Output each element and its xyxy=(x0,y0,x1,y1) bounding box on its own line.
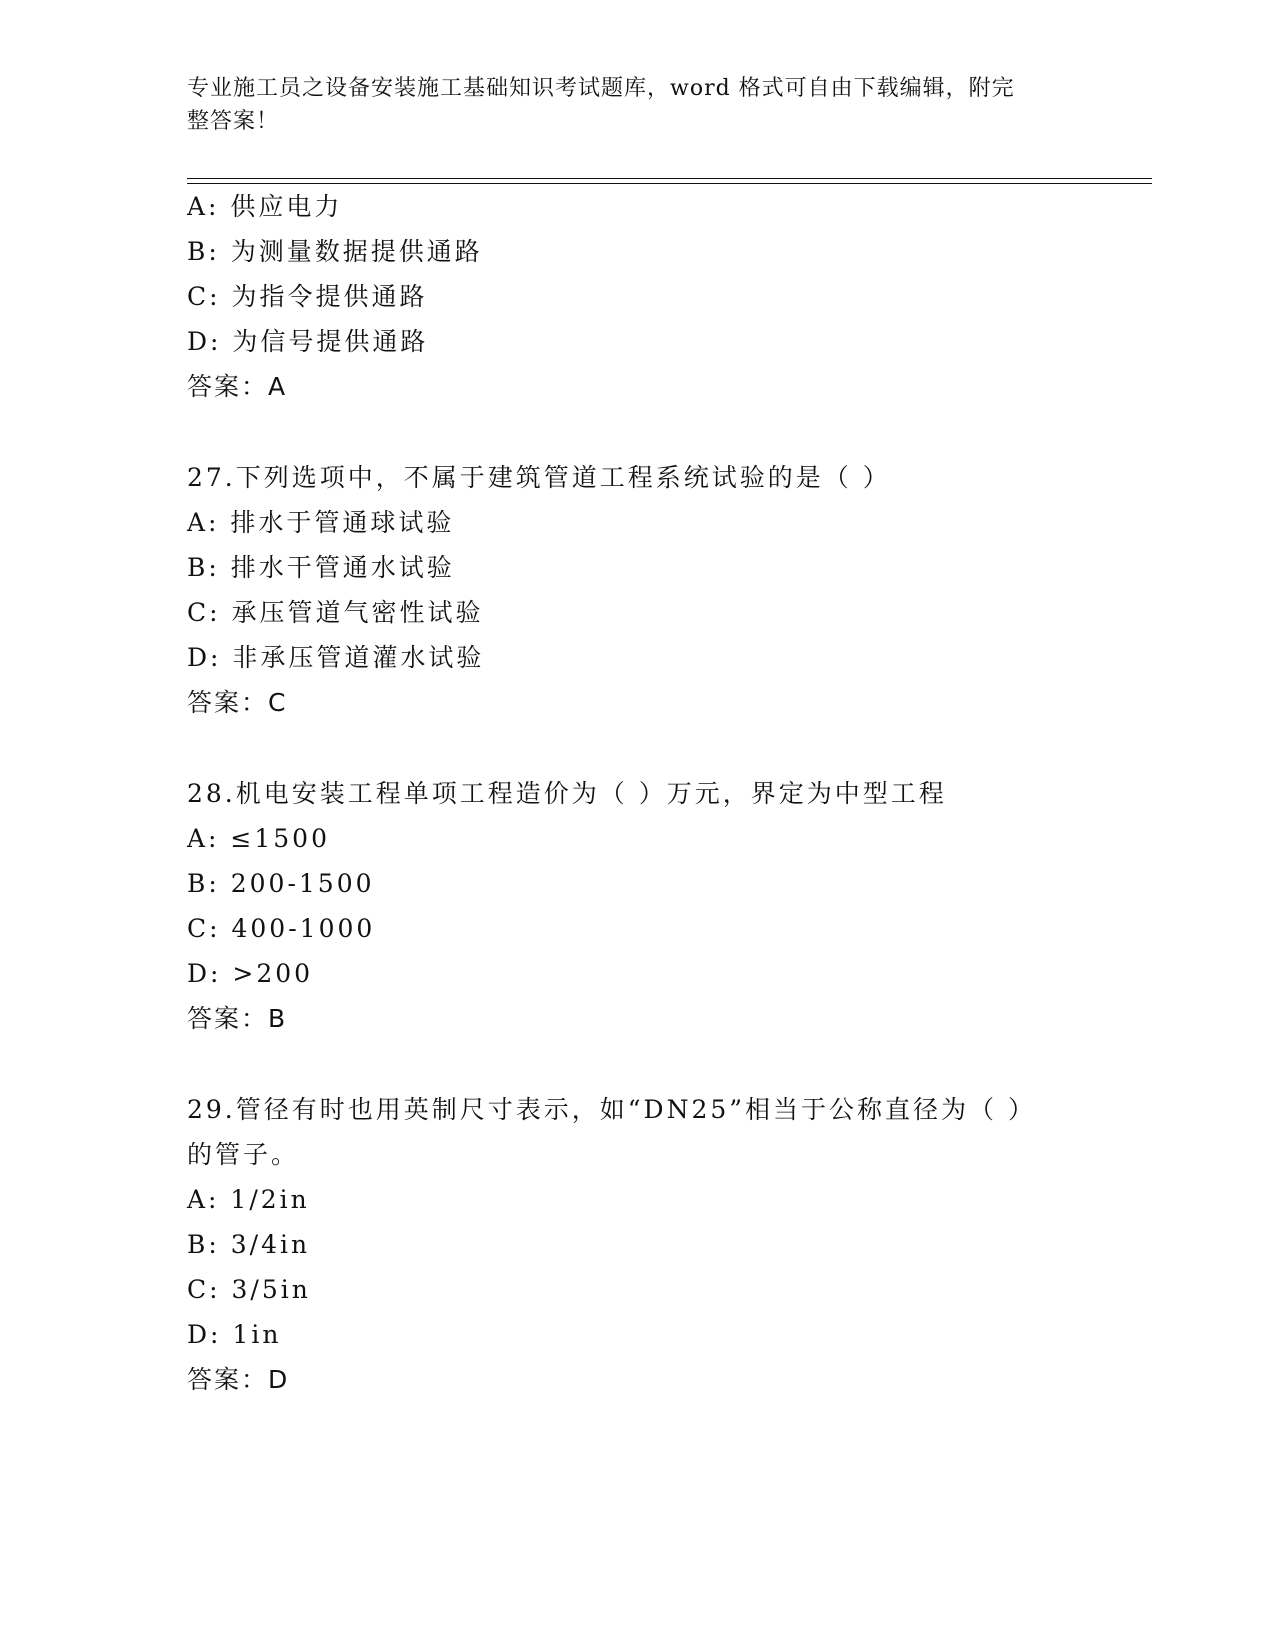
header-line-2: 整答案！ xyxy=(187,109,280,134)
option-b: B: 3/4in xyxy=(187,1230,311,1259)
option-d: D: 非承压管道灌水试验 xyxy=(187,643,485,672)
option-b: B: 200-1500 xyxy=(187,869,375,898)
option-c: C: 3/5in xyxy=(187,1275,311,1304)
option-b: B: 排水干管通水试验 xyxy=(187,553,455,582)
document-header xyxy=(187,72,1087,138)
answer-value: C xyxy=(268,688,287,717)
option-d: D: 1in xyxy=(187,1320,282,1349)
option-b: B: 为测量数据提供通路 xyxy=(187,237,483,266)
answer-value: D xyxy=(268,1365,289,1394)
answer-line xyxy=(187,1003,286,1035)
answer-value: B xyxy=(268,1004,287,1033)
option-a: A: 供应电力 xyxy=(187,192,343,221)
question-28-stem: 28.机电安装工程单项工程造价为（ ）万元，界定为中型工程 xyxy=(187,779,947,808)
answer-label: 答案： xyxy=(187,372,269,401)
answer-label: 答案： xyxy=(187,1004,269,1033)
header-line-1: 专业施工员之设备安装施工基础知识考试题库，word 格式可自由下载编辑，附完 xyxy=(187,76,1015,101)
answer-line xyxy=(187,687,286,719)
answer-line xyxy=(187,1364,288,1396)
option-d: D: 为信号提供通路 xyxy=(187,327,429,356)
question-29-stem-cont: 的管子。 xyxy=(187,1140,300,1169)
option-a: A: ≤1500 xyxy=(187,824,330,853)
answer-line xyxy=(187,371,286,403)
option-c: C: 承压管道气密性试验 xyxy=(187,598,484,627)
answer-value: A xyxy=(268,372,287,401)
option-a: A: 1/2in xyxy=(187,1185,310,1214)
header-divider-bottom xyxy=(187,183,1152,184)
question-27-stem: 27.下列选项中，不属于建筑管道工程系统试验的是（ ） xyxy=(187,463,891,492)
header-divider-top xyxy=(187,178,1152,179)
option-c: C: 400-1000 xyxy=(187,914,376,943)
answer-label: 答案： xyxy=(187,688,269,717)
option-c: C: 为指令提供通路 xyxy=(187,282,428,311)
option-d: D: >200 xyxy=(187,959,314,988)
question-29-stem: 29.管径有时也用英制尺寸表示，如“DN25”相当于公称直径为（ ） xyxy=(187,1095,1036,1124)
answer-label: 答案： xyxy=(187,1365,269,1394)
option-a: A: 排水于管通球试验 xyxy=(187,508,455,537)
